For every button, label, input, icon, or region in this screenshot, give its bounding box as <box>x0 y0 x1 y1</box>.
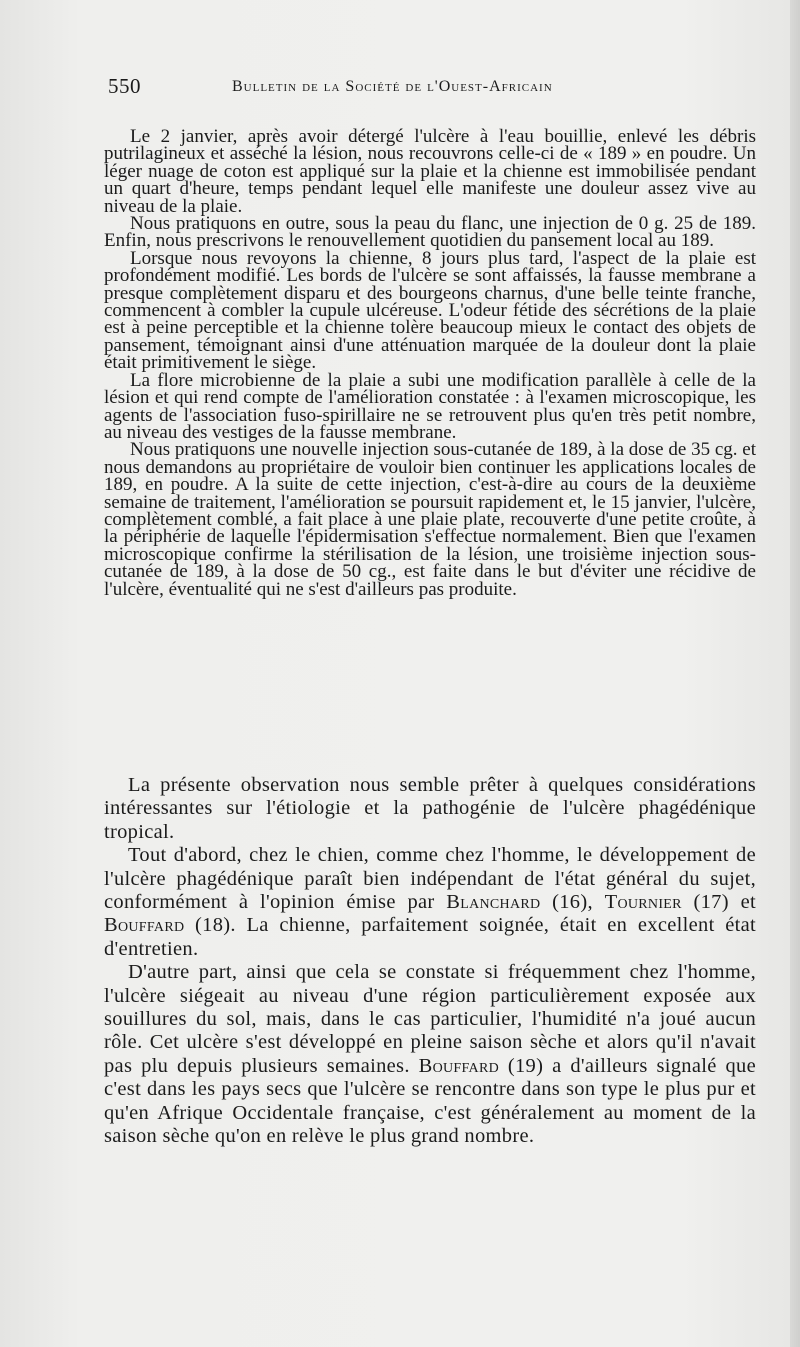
author-name: Bouffard <box>104 914 185 937</box>
paragraph <box>104 961 756 1148</box>
page-edge-shadow <box>790 0 800 1347</box>
running-head: Bulletin de la Société de l'Ouest-Africain <box>232 78 553 95</box>
paragraph: La présente observation nous semble prêter à quelques considérations intéressantes sur l'étiologie et la pathogénie de l'ulcère phagédénique tropical. <box>104 774 756 843</box>
text-span: (17) et <box>681 891 756 914</box>
paragraph: Nous pratiquons en outre, sous la peau du flanc, une injection de 0 g. 25 de 189. Enfin, nous prescrivons le renouvellement quotidien du pansement local au 189. <box>104 213 756 252</box>
text-span: (16), <box>540 891 605 914</box>
author-name: Blanchard <box>446 891 541 914</box>
paragraph: Lorsque nous revoyons la chienne, 8 jours plus tard, l'aspect de la plaie est profondément modifié. Les bords de l'ulcère se sont affaissés, la fausse membrane a presque complètement disparu et des bourgeons charnus, d'une belle teinte franche, commencent à combler la cupule ulcéreuse. L'odeur fétide des sécrétions de la plaie est à peine perceptible et la chienne tolère beaucoup mieux le contact des objets de pansement, témoignant ainsi d'une atténuation marquée de la douleur dont la plaie était primitivement le siège. <box>104 247 756 374</box>
paragraph: La flore microbienne de la plaie a subi une modification parallèle à celle de la lésion et qui rend compte de l'amélioration constatée : à l'examen microscopique, les agents de l'association fuso-spirillaire ne se retrouvent plus qu'en très petit nombre, au niveau des vestiges de la fausse membrane. <box>104 369 756 443</box>
paragraph: Le 2 janvier, après avoir détergé l'ulcère à l'eau bouillie, enlevé les débris putrilagineux et asséché la lésion, nous recouvrons celle-ci de « 189 » en poudre. Un léger nuage de coton est appliqué sur la plaie et la chienne est immobilisée pendant un quart d'heure, temps pendant lequel elle manifeste une douleur assez vive au niveau de la plaie. <box>104 126 756 217</box>
text-span: Tout d'abord, chez le chien, comme chez l'homme, le développement de l'ulcère phagédénique paraît bien indépendant de l'état général du sujet, conformément à l'opinion émise par <box>104 844 756 914</box>
text-span: (19) a d'ailleurs signalé que c'est dans les pays secs que l'ulcère se rencontre dans son type le plus pur et qu'en Afrique Occidentale française, c'est généralement au moment de la saison sèche qu'on en relève le plus grand nombre. <box>104 1054 756 1148</box>
discussion-section <box>104 774 756 1149</box>
author-name: Tournier <box>604 891 682 914</box>
paragraph: Nous pratiquons une nouvelle injection sous-cutanée de 189, à la dose de 35 cg. et nous demandons au propriétaire de vouloir bien continuer les applications locales de 189, en poudre. A la suite de cette injection, c'est-à-dire au cours de la deuxième semaine de traitement, l'amélioration se poursuit rapidement et, le 15 janvier, l'ulcère, complètement comblé, a fait place à une plaie plate, recouverte d'une petite croûte, à la périphérie de laquelle l'épidermisation s'effectue normalement. Bien que l'examen microscopique confirme la stérilisation de la lésion, une troisième injection sous-cutanée de 189, à la dose de 50 cg., est faite dans le but d'éviter une récidive de l'ulcère, éventualité qui ne s'est d'ailleurs pas produite. <box>104 439 756 600</box>
text-span: D'autre part, ainsi que cela se constate si fréquemment chez l'homme, l'ulcère siégeait au niveau d'une région particulièrement exposée aux souillures du sol, mais, dans le cas particulier, l'humidité n'a joué aucun rôle. Cet ulcère s'est développé en pleine saison sèche et alors qu'il n'avait pas plu depuis plusieurs semaines. <box>104 961 756 1077</box>
case-report-section <box>104 128 756 598</box>
author-name: Bouffard <box>418 1054 500 1077</box>
paragraph <box>104 844 756 961</box>
text-span: (18). La chienne, parfaitement soignée, était en excellent état d'entretien. <box>104 914 756 960</box>
page-number: 550 <box>108 74 141 98</box>
